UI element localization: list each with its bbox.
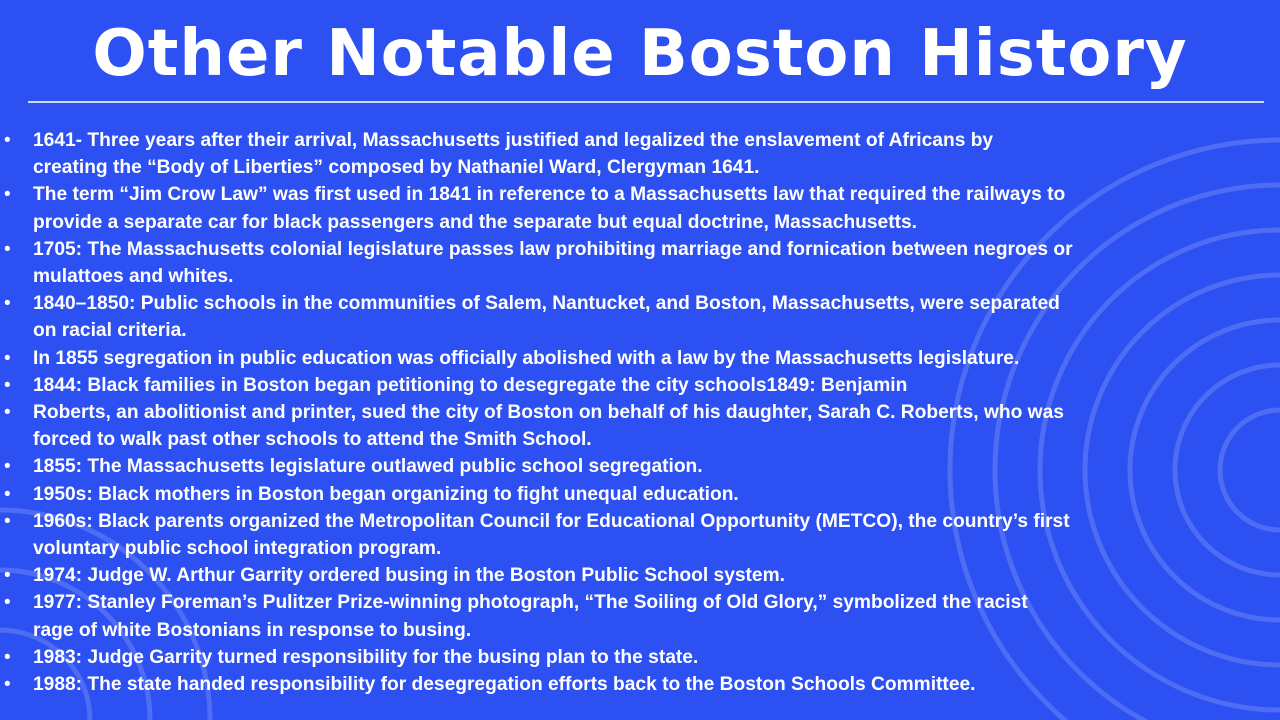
list-item (0, 236, 1280, 290)
list-item (0, 481, 1280, 508)
list-item (0, 644, 1280, 671)
bullet-text: Roberts, an abolitionist and printer, sued the city of Boston on behalf of his daughter, Sarah C. Roberts, who was forced to walk past other schools to attend the Smith School. (33, 402, 1064, 451)
bullet-text: 1950s: Black mothers in Boston began organizing to fight unequal education. (33, 483, 739, 505)
bullet-icon: • (4, 130, 11, 151)
bullet-text: 1977: Stanley Foreman’s Pulitzer Prize-winning photograph, “The Soiling of Old Glory,” symbolized the racist rage of white Bostonians in response to busing. (33, 592, 1028, 641)
list-item (0, 671, 1280, 698)
bullet-icon: • (4, 347, 11, 369)
list-item (0, 181, 1280, 235)
bullet-icon: • (4, 483, 11, 505)
bullet-icon: • (4, 238, 11, 260)
bullet-icon: • (4, 374, 11, 396)
bullet-icon: • (4, 674, 11, 696)
bullet-icon: • (4, 510, 11, 532)
bullet-text: 1641- Three years after their arrival, Massachusetts justified and legalized the enslavement of Africans by creating the “Body of Liberties” composed by Nathaniel Ward, Clergyman 1641. (33, 130, 994, 179)
history-bullet-list (0, 127, 1280, 698)
bullet-text: 1983: Judge Garrity turned responsibility for the busing plan to the state. (33, 646, 699, 668)
list-item (0, 508, 1280, 562)
bullet-icon: • (4, 402, 11, 424)
list-item (0, 127, 1280, 181)
bullet-text: 1974: Judge W. Arthur Garrity ordered busing in the Boston Public School system. (33, 565, 785, 587)
bullet-text: In 1855 segregation in public education was officially abolished with a law by the Massachusetts legislature. (33, 347, 1020, 369)
bullet-text: 1855: The Massachusetts legislature outlawed public school segregation. (33, 456, 703, 478)
title-divider (28, 101, 1264, 103)
bullet-icon: • (4, 184, 11, 206)
bullet-text: 1840–1850: Public schools in the communities of Salem, Nantucket, and Boston, Massachusetts, were separated on racial criteria. (33, 293, 1060, 342)
list-item (0, 453, 1280, 480)
bullet-icon: • (4, 565, 11, 587)
list-item (0, 589, 1280, 643)
bullet-icon: • (4, 293, 11, 315)
bullet-text: 1705: The Massachusetts colonial legislature passes law prohibiting marriage and fornication between negroes or mulattoes and whites. (33, 238, 1073, 288)
bullet-text: 1960s: Black parents organized the Metropolitan Council for Educational Opportunity (METCO), the country’s first voluntary public school integration program. (33, 510, 1070, 560)
bullet-text: 1844: Black families in Boston began petitioning to desegregate the city schools1849: Benjamin (33, 374, 908, 396)
bullet-icon: • (4, 456, 11, 478)
bullet-text: 1988: The state handed responsibility for desegregation efforts back to the Boston Schools Committee. (33, 674, 976, 696)
slide-title: Other Notable Boston History (92, 17, 1188, 91)
list-item (0, 372, 1280, 399)
bullet-text: The term “Jim Crow Law” was first used in 1841 in reference to a Massachusetts law that required the railways to provide a separate car for black passengers and the separate but equal doctrine, Massachusetts. (33, 184, 1066, 233)
list-item (0, 345, 1280, 372)
list-item (0, 562, 1280, 589)
list-item (0, 399, 1280, 453)
bullet-icon: • (4, 592, 11, 614)
list-item (0, 290, 1280, 344)
bullet-icon: • (4, 646, 11, 668)
